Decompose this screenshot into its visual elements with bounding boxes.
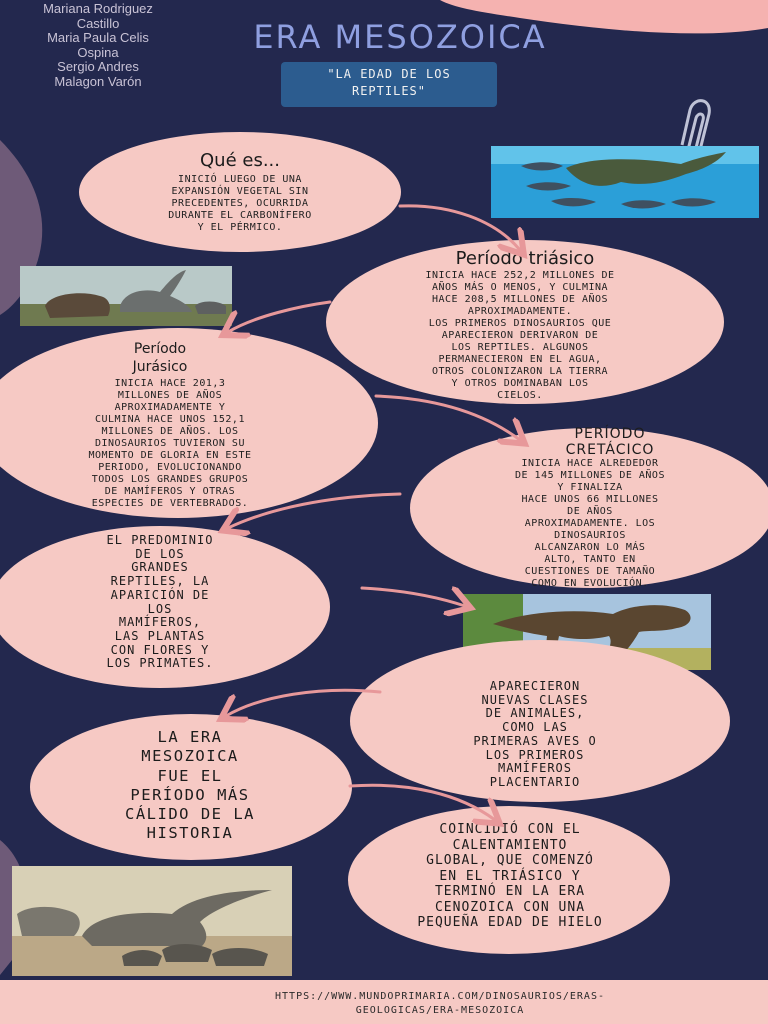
jurasico-heading: Período Jurásico [132, 341, 188, 375]
jurasico-text: INICIA HACE 201,3 MILLONES DE AÑOS APROXIMADAMENTE Y CULMINA HACE UNOS 152,1 MILLONES DE AÑOS. LOS DINOSAURIOS TUVIERON SU MOMENTO DE GLORIA EN ESTE PERIODO, EVOLUCIONANDO TODOS LOS GRANDES GRUPOS DE MAMÍFEROS Y OTRAS ESPECIES DE VERTEBRADOS. [88, 378, 252, 509]
aparecieron-text: APARECIERON NUEVAS CLASES DE ANIMALES, COMO LAS PRIMERAS AVES O LOS PRIMEROS MAMÍFEROS PLACENTARIO [473, 679, 597, 789]
que-es-heading: Qué es... [200, 150, 280, 171]
coincidio-text: COINCIDIÓ CON EL CALENTAMIENTO GLOBAL, QUE COMENZÓ EN EL TRIÁSICO Y TERMINÓ EN LA ERA CENOZOICA CON UNA PEQUEÑA EDAD DE HIELO [417, 822, 603, 930]
cretacico-heading: PERÍODO CRETÁCICO [565, 426, 655, 458]
author-line: Castillo [76, 15, 120, 31]
source-link[interactable] [150, 990, 730, 1018]
author-line: Ospina [77, 44, 119, 60]
author-line: Maria Paula Celis [47, 30, 149, 45]
triasico-heading: Período triásico [455, 248, 595, 269]
author-line: Malagon Varón [54, 73, 142, 89]
source-link-line[interactable]: GEOLOGICAS/ERA-MESOZOICA [355, 1005, 525, 1016]
cretacico-text: INICIA HACE ALREDEDOR DE 145 MILLONES DE AÑOS Y FINALIZA HACE UNOS 66 MILLONES DE AÑOS APROXIMADAMENTE. LOS DINOSAURIOS ALCANZARON LO MÁS ALTO, TANTO EN CUESTIONES DE TAMAÑO COMO EN EVOLUCIÓN. [515, 458, 665, 589]
triasico-text: INICIA HACE 252,2 MILLONES DE AÑOS MÁS O MENOS, Y CULMINA HACE 208,5 MILLONES DE AÑOS APROXIMADAMENTE. LOS PRIMEROS DINOSAURIOS QUE APARECIERON DERIVARON DE LOS REPTILES. ALGUNOS PERMANECIERON EN EL AGUA, OTROS COLONIZARON LA TIERRA Y OTROS DOMINABAN LOS CIELOS. [425, 270, 615, 401]
subtitle-line: "LA EDAD DE LOS [327, 67, 451, 81]
predominio-text: EL PREDOMINIO DE LOS GRANDES REPTILES, LA APARICIÓN DE LOS MAMÍFEROS, LAS PLANTAS CON FLORES Y LOS PRIMATES. [106, 533, 214, 671]
que-es-text: INICIÓ LUEGO DE UNA EXPANSIÓN VEGETAL SIN PRECEDENTES, OCURRIDA DURANTE EL CARBONÍFERO Y EL PÉRMICO. [168, 174, 312, 233]
subtitle-line: REPTILES" [351, 84, 427, 98]
author-line: Sergio Andres [57, 59, 139, 74]
source-link-line[interactable]: HTTPS://WWW.MUNDOPRIMARIA.COM/DINOSAURIOS/ERAS- [275, 991, 605, 1002]
page-title: ERA MESOZOICA [253, 18, 547, 56]
author-line: Mariana Rodriguez [43, 1, 153, 16]
calido-text: LA ERA MESOZOICA FUE EL PERÍODO MÁS CÁLIDO DE LA HISTORIA [125, 728, 255, 843]
